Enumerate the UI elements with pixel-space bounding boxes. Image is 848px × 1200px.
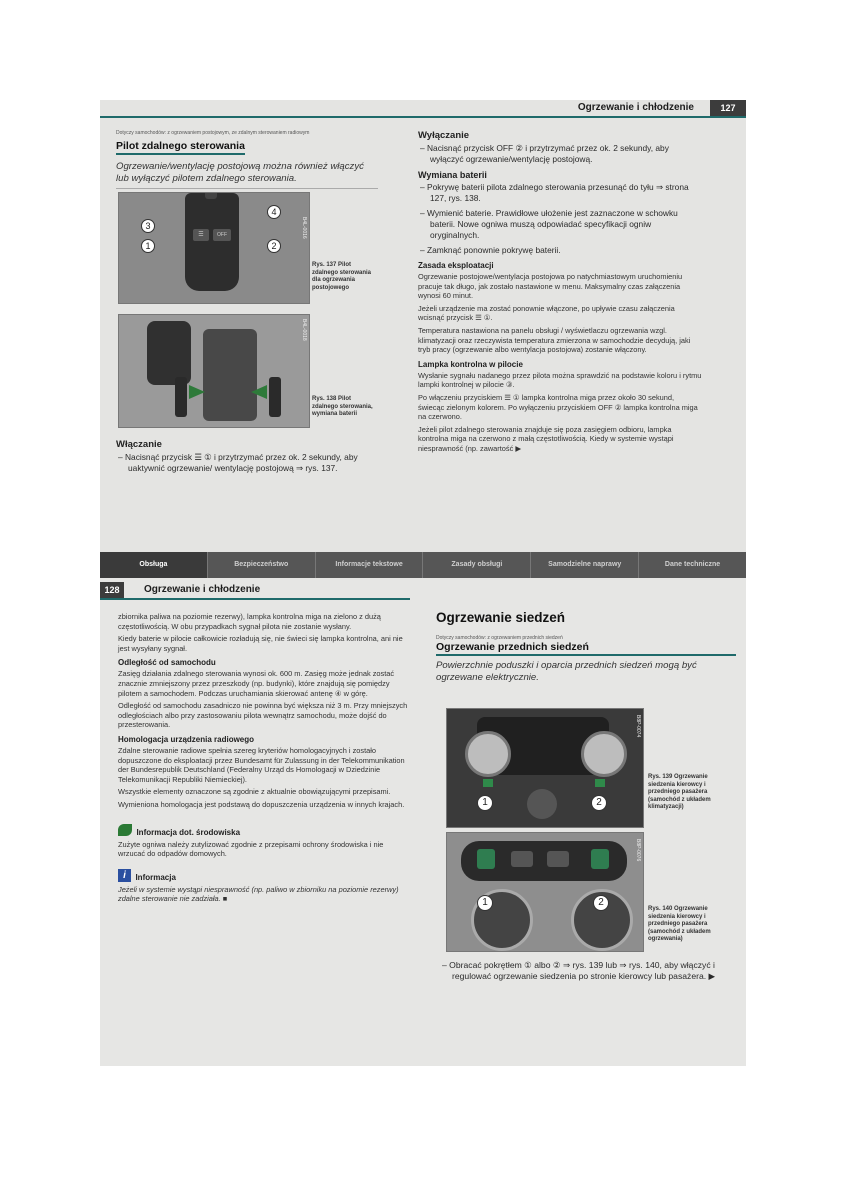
lampka-para: Wysłanie sygnału nadanego przez pilota można sprawdzić na podstawie koloru i rytmu lampki kontrolnej w pilocie ③. bbox=[418, 370, 702, 390]
odleglosc-para: Odległość od samochodu zasadniczo nie powinna być większa niż 3 m. Przy mniejszych odległościach albo przy zastosowaniu pilota wewnątrz samochodu, może dojść do przesterowania. bbox=[118, 701, 408, 730]
callout-4: 4 bbox=[267, 205, 281, 219]
section-title: Pilot zdalnego sterowania bbox=[116, 140, 245, 155]
figure-140-caption: Rys. 140 Ogrzewanie siedzenia kierowcy i przedniego pasażera (samochód z układem ogrzewania) bbox=[648, 906, 711, 942]
callout-2: 2 bbox=[591, 795, 607, 811]
seat-heat-step: – Obracać pokrętłem ① albo ② ⇒ rys. 139 lub ⇒ rys. 140, aby włączyć i regulować ogrzewanie siedzenia po stronie kierowcy lub pasażera. ▶ bbox=[442, 960, 716, 981]
left-column bbox=[118, 612, 408, 904]
wylaczanie-text: – Nacisnąć przycisk OFF ② i przytrzymać przez ok. 2 sekundy, aby wyłączyć ogrzewanie/wentylację postojową. bbox=[420, 143, 669, 164]
page-number: 128 bbox=[100, 582, 124, 598]
figure-139 bbox=[446, 708, 644, 828]
callout-2: 2 bbox=[593, 895, 609, 911]
gear-lever-image bbox=[527, 789, 557, 819]
header-title: Ogrzewanie i chłodzenie bbox=[577, 102, 694, 113]
page-header bbox=[100, 100, 746, 118]
page-number: 127 bbox=[710, 100, 746, 116]
remote-button-on: ☰ bbox=[193, 229, 209, 241]
zasada-title: Zasada eksploatacji bbox=[418, 261, 494, 270]
wylaczanie-title: Wyłączanie bbox=[418, 130, 470, 141]
wlaczanie-title: Włączanie bbox=[116, 439, 162, 450]
page-header bbox=[100, 582, 410, 600]
figure-140-code: B8P-0076 bbox=[635, 839, 641, 862]
seat-heat-right-icon bbox=[591, 849, 609, 869]
figure-137-caption: Rys. 137 Pilot zdalnego sterowania dla ogrzewania postojowego bbox=[312, 262, 372, 291]
seat-heat-left-icon bbox=[483, 779, 493, 787]
homologacja-title: Homologacja urządzenia radiowego bbox=[118, 734, 255, 744]
remote-antenna-icon bbox=[205, 192, 217, 199]
zasada-para: Ogrzewanie postojowe/wentylacja postojowa po natychmiastowym uruchomieniu pracuje tak długo, jak zostało nastawione w menu. Maksymalny czas załączenia wynosi 60 minut. bbox=[418, 272, 683, 301]
bateria-item: – Pokrywę baterii pilota zdalnego sterowania przesunąć do tyłu ⇒ strona 127, rys. 138. bbox=[420, 182, 689, 203]
remote-key-image bbox=[185, 193, 239, 291]
applies-to: Dotyczy samochodów: z ogrzewaniem postojowym, ze zdalnym sterowaniem radiowym bbox=[116, 130, 310, 136]
figure-138-caption: Rys. 138 Pilot zdalnego sterowania, wymiana baterii bbox=[312, 396, 373, 417]
tab-dane: Dane techniczne bbox=[664, 561, 721, 568]
lampka-para: Po włączeniu przyciskiem ☰ ① lampka kontrolna miga przez około 30 sekund, świecąc zielonym kolorem. Po wyłączeniu przyciskiem OFF ② lampka kontrolna miga na czerwono. bbox=[418, 392, 698, 422]
right-knob-image bbox=[581, 731, 627, 777]
leaf-icon bbox=[118, 824, 132, 836]
info-note bbox=[118, 867, 408, 904]
callout-3: 3 bbox=[141, 219, 155, 233]
bateria-item: – Wymienić baterie. Prawidłowe ułożenie jest zaznaczone w schowku baterii. Nowe ogniwa muszą odpowiadać specyfikacji ogniw oryginalnych. bbox=[420, 208, 678, 240]
cont-para: Kiedy baterie w pilocie całkowicie rozładują się, nie świeci się lampka kontrolna, ani nie jest wysyłany sygnał. bbox=[118, 634, 403, 653]
rear-defrost-icon bbox=[511, 851, 533, 867]
tab-obsluga: Obsługa bbox=[100, 552, 208, 578]
page-128 bbox=[100, 578, 746, 1066]
bateria-item: – Zamknąć ponownie pokrywę baterii. bbox=[420, 245, 561, 255]
page-127 bbox=[100, 100, 746, 552]
callout-2: 2 bbox=[267, 239, 281, 253]
homologacja-para: Zdalne sterowanie radiowe spełnia szereg kryteriów homologacyjnych i zostało dopuszczone do eksploatacji przez Bundesamt für Zulassung in der Telekommunikation der Bundesrepublik Deutschland (Federalny Urząd ds Homologacji w Dziedzinie Telekomunikacji Republiki Niemieckiej). bbox=[118, 745, 405, 784]
callout-1: 1 bbox=[141, 239, 155, 253]
figure-138 bbox=[118, 314, 310, 428]
wlaczanie-block bbox=[116, 434, 378, 478]
homologacja-para: Wszystkie elementy oznaczone są zgodnie z aktualnie obowiązującymi przepisami. bbox=[118, 787, 391, 797]
arrow-right-icon bbox=[251, 385, 267, 399]
zasada-para: Jeżeli urządzenie ma zostać ponownie włączone, po upływie czasu załączenia wcisnąć przycisk ☰ ①. bbox=[418, 303, 675, 323]
applies-to: Dotyczy samochodów: z ogrzewaniem przednich siedzeń bbox=[436, 635, 563, 641]
homologacja-para: Wymieniona homologacja jest podstawą do dopuszczenia urządzenia w innych krajach. bbox=[118, 799, 405, 809]
tab-naprawy: Samodzielne naprawy bbox=[531, 552, 639, 578]
info-text: Jeżeli w systemie wystąpi niesprawność (np. paliwo w zbiorniku na poziomie rezerwy) zdalne sterowanie nie zadziała. ■ bbox=[118, 884, 399, 904]
front-intro: Powierzchnie poduszki i oparcia przednich siedzeń mogą być ogrzewane elektrycznie. bbox=[436, 660, 697, 683]
remote-open-image bbox=[203, 329, 257, 421]
env-title: Informacja dot. środowiska bbox=[136, 827, 241, 837]
wlaczanie-text: – Nacisnąć przycisk ☰ ① i przytrzymać przez ok. 2 sekundy, aby uaktywnić ogrzewanie/ wentylację postojową ⇒ rys. 137. bbox=[118, 452, 358, 473]
callout-1: 1 bbox=[477, 795, 493, 811]
info-icon: i bbox=[118, 869, 131, 882]
lampka-para: Jeżeli pilot zdalnego sterowania znajduje się poza zasięgiem odbioru, lampka kontrolna miga na czerwono z małą częstotliwością. Kiedy w systemie wystąpi niesprawność (np. zawartość ▶ bbox=[418, 424, 674, 453]
front-seat-title: Ogrzewanie przednich siedzeń bbox=[436, 641, 736, 656]
header-title: Ogrzewanie i chłodzenie bbox=[144, 584, 261, 595]
battery-right-icon bbox=[269, 377, 281, 417]
left-knob-image bbox=[465, 731, 511, 777]
chapter-tab-bar bbox=[100, 552, 746, 578]
left-column bbox=[116, 130, 378, 189]
remote-button-off: OFF bbox=[213, 229, 231, 241]
zasada-para: Temperatura nastawiona na panelu obsługi / wyświetlaczu ogrzewania wzgl. klimatyzacji oraz rzeczywista temperatura zmierzona w samochodzie decydują, jaki tryb pracy (ogrzewanie albo wentylacja postojowa) zostanie włączony. bbox=[418, 325, 691, 355]
seat-heat-right-icon bbox=[595, 779, 605, 787]
info-title: Informacja bbox=[135, 872, 176, 882]
lampka-title: Lampka kontrolna w pilocie bbox=[418, 359, 523, 369]
tab-zasady: Zasady obsługi bbox=[423, 552, 531, 578]
odleglosc-para: Zasięg działania zdalnego sterowania wynosi ok. 600 m. Zasięg może jednak zostać znacznie zmniejszony przez przeszkody (np. budynki), które znajdują się pomiędzy pilotem a samochodem. Podczas uruchamiania skierować antenę ④ w górę. bbox=[118, 669, 395, 698]
figure-138-code: B4L-0018 bbox=[301, 319, 307, 341]
tab-informacje: Informacje tekstowe bbox=[316, 552, 424, 578]
intro-text: Ogrzewanie/wentylację postojową można również włączyć lub wyłączyć pilotem zdalnego sterowania. bbox=[116, 161, 378, 189]
battery-left-icon bbox=[175, 377, 187, 417]
right-column bbox=[436, 610, 736, 684]
figure-137-code: B4L-0016 bbox=[301, 217, 307, 239]
tab-bezpieczenstwo: Bezpieczeństwo bbox=[208, 552, 316, 578]
odleglosc-title: Odległość od samochodu bbox=[118, 658, 216, 668]
arrow-left-icon bbox=[189, 385, 205, 399]
figure-140 bbox=[446, 832, 644, 952]
callout-1: 1 bbox=[477, 895, 493, 911]
battery-cover-image bbox=[147, 321, 191, 385]
right-column bbox=[418, 130, 702, 454]
figure-137 bbox=[118, 192, 310, 304]
siedzen-section-title: Ogrzewanie siedzeń bbox=[436, 610, 566, 625]
cont-para: zbiornika paliwa na poziomie rezerwy), lampka kontrolna miga na zielono z dużą częstotliwością. W obu przypadkach sygnał pilota nie zostanie wysłany. bbox=[118, 612, 381, 631]
seat-heat-left-icon bbox=[477, 849, 495, 869]
bateria-title: Wymiana baterii bbox=[418, 170, 487, 180]
figure-139-code: B8P-0074 bbox=[635, 715, 641, 738]
env-text: Zużyte ogniwa należy zutylizować zgodnie z przepisami ochrony środowiska i nie wrzucać do odpadów domowych. bbox=[118, 839, 384, 859]
recirculation-icon bbox=[547, 851, 569, 867]
env-note bbox=[118, 822, 408, 859]
figure-139-caption: Rys. 139 Ogrzewanie siedzenia kierowcy i przedniego pasażera (samochód z układem klimatyzacji) bbox=[648, 774, 711, 810]
